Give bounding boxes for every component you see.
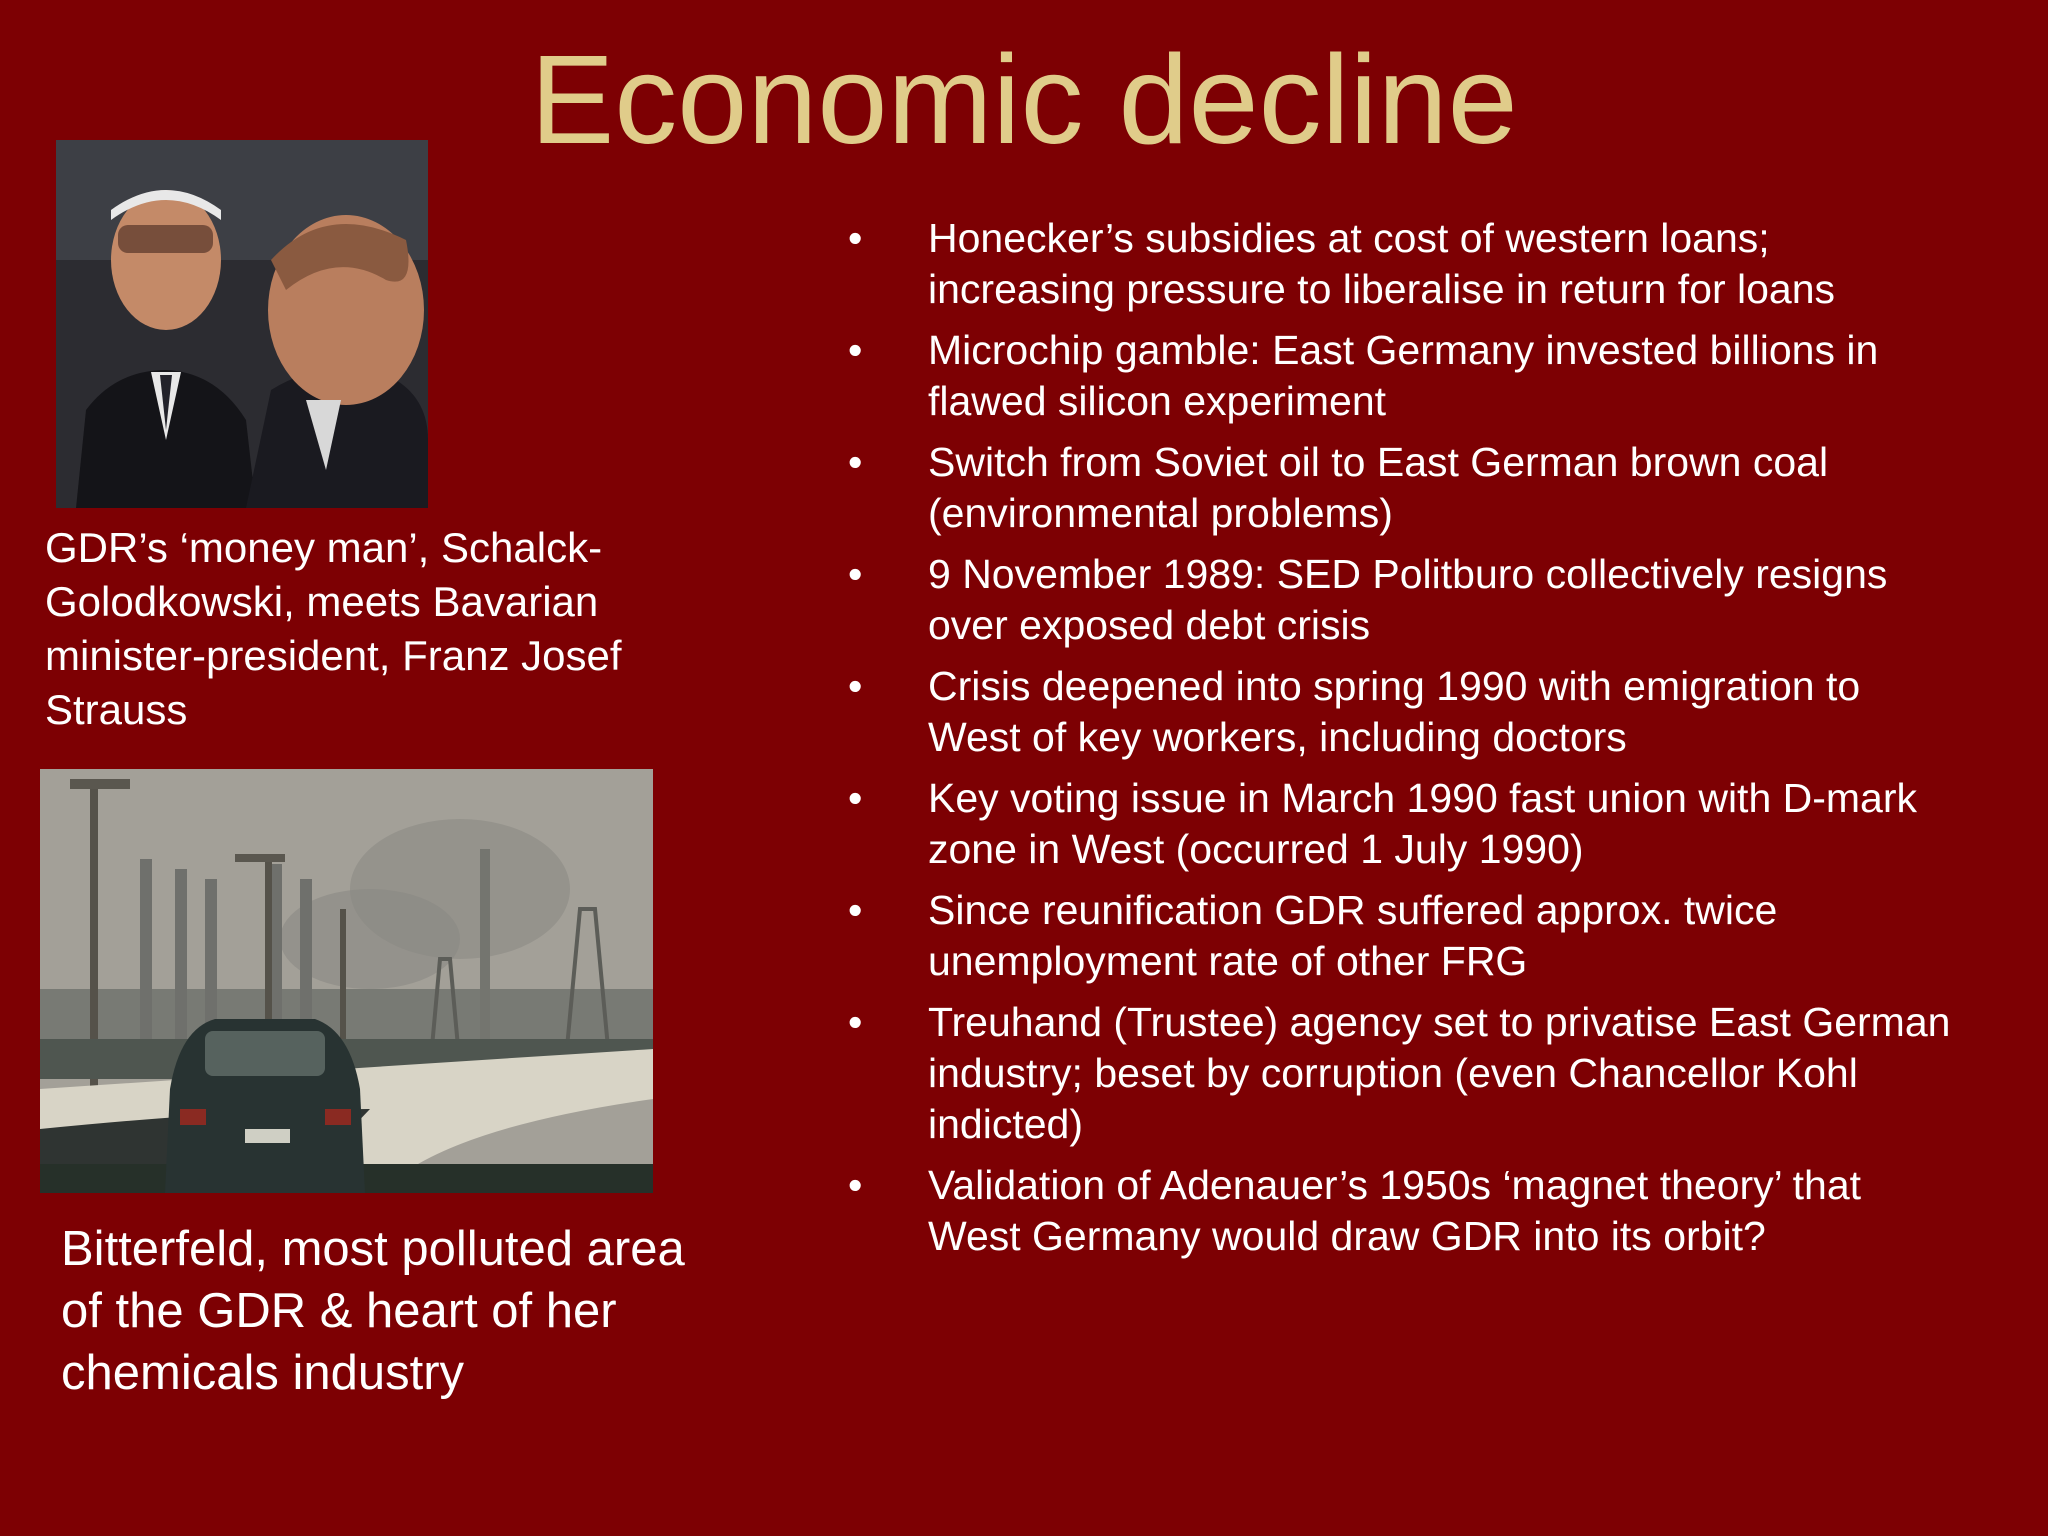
bullet-marker: • [848,327,863,373]
bullet-item [840,885,1960,987]
bullet-text: Honecker’s subsidies at cost of western loans; increasing pressure to liberalise in return for loans [928,215,1836,312]
bullet-item [840,325,1960,427]
bullet-item [840,213,1960,315]
bullet-marker: • [848,999,863,1045]
bitterfeld-photo-caption: Bitterfeld, most polluted area of the GDR & heart of her chemicals industry [61,1222,685,1400]
meeting-photo-caption: GDR’s ‘money man’, Schalck-Golodkowski, meets Bavarian minister-president, Franz Josef Strauss [45,524,622,733]
bullet-text: Treuhand (Trustee) agency set to privatise East German industry; beset by corruption (even Chancellor Kohl indicted) [928,999,1951,1147]
bullet-marker: • [848,215,863,261]
meeting-photo [56,140,428,508]
bullet-text: Since reunification GDR suffered approx. twice unemployment rate of other FRG [928,887,1778,984]
bullet-item [840,549,1960,651]
bullet-item [840,773,1960,875]
bullet-text: Crisis deepened into spring 1990 with emigration to West of key workers, including doctors [928,663,1861,760]
bullet-marker: • [848,775,863,821]
bullet-marker: • [848,663,863,709]
bullet-marker: • [848,551,863,597]
bullet-item [840,1160,1960,1262]
bullet-text: Key voting issue in March 1990 fast union with D-mark zone in West (occurred 1 July 1990) [928,775,1918,872]
bullet-item [840,661,1960,763]
bullet-text: Switch from Soviet oil to East German brown coal (environmental problems) [928,439,1829,536]
slide-title: Economic decline [530,29,1518,170]
bullet-marker: • [848,439,863,485]
bitterfeld-photo [40,769,653,1193]
bullet-marker: • [848,887,863,933]
bullet-text: Microchip gamble: East Germany invested billions in flawed silicon experiment [928,327,1879,424]
bullet-text: 9 November 1989: SED Politburo collectively resigns over exposed debt crisis [928,551,1888,648]
bullet-item [840,437,1960,539]
bullet-text: Validation of Adenauer’s 1950s ‘magnet theory’ that West Germany would draw GDR into its orbit? [928,1162,1862,1259]
bullet-marker: • [848,1162,863,1208]
bullet-list [840,213,1960,1272]
bullet-item [840,997,1960,1150]
